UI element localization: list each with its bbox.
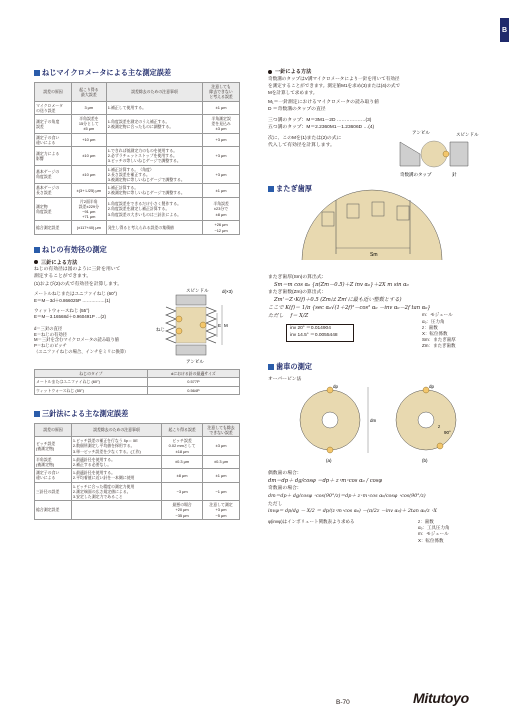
table-cell: 0.564P <box>147 386 239 394</box>
table-row <box>35 197 240 221</box>
three-wire-body: ねじの有効径は図のように三針を用いて 測定することができます。 (1)および(2)の式で有効径を計算します。 <box>34 266 123 287</box>
table-cell: ±8 μm <box>162 469 203 482</box>
table-cell: 1.補正して使用する。 <box>106 101 202 114</box>
table-cell: 半角誤差 ±23分で ±8 μm <box>203 197 240 221</box>
pin-b-bottom <box>437 443 443 449</box>
table-cell: 最悪の場合 +20 μm −35 μm <box>162 501 203 520</box>
e-label: E <box>218 323 222 329</box>
table-cell: ピッチ誤差 (被測定物) <box>35 437 72 456</box>
table-cell: +10 μm <box>71 133 106 146</box>
span-legend: m：モジュール α₀：圧力角 z：歯数 X：転位係数 Sm：またぎ歯厚 Zm：またぎ歯数 <box>422 312 456 349</box>
dm-label: dm <box>370 417 377 423</box>
table-cell: 1.ピッチ誤差の補正を行なう δp＝ δE 2.数個所測定し平均値を採用する。 3.単一ピッチ誤差を少なくする。(工作) <box>71 437 161 456</box>
table-cell: 1.最適針径を使用する。 2.補正する必要なし。 <box>71 455 161 468</box>
table-cell: ピッチ誤差 0.02 mmとして ±18 μm <box>162 437 203 456</box>
table-cell: ±10 μm <box>71 165 106 184</box>
bullet-square-icon <box>34 411 40 417</box>
equation-4: 五つ溝のタップ：M＝2.2360M1－1.23606D …(4) <box>268 125 375 131</box>
table-cell: 総合測定誤差 <box>35 221 72 234</box>
inv-values-box <box>286 324 354 341</box>
inv-phi-equation: invφ＝ dp/dg － X/2 ＝ dp/(z･m･cos α₀) －(π/2z －inv α₀)＋ 2tan α₀/z ･X <box>268 509 437 515</box>
three-wire-block <box>34 288 240 365</box>
table-row <box>35 386 240 394</box>
table-cell: 注意して測定 +3 μm −5 μm <box>203 501 240 520</box>
table-cell: 半角誤差を 15分として ±5 μm <box>71 115 106 134</box>
bullet-square-icon <box>268 186 274 192</box>
table-cell: +3 μm <box>203 165 240 184</box>
table-cell: ±3 μm <box>203 437 240 456</box>
table-header-cell: dにおける針の最適サイズ <box>147 370 239 378</box>
left-column <box>34 68 240 520</box>
table-header-cell: 注意しても除去 できない誤差 <box>203 423 240 436</box>
table-row <box>35 133 240 146</box>
wire-3 <box>200 322 206 328</box>
table-cell: 片2面半角 誤差±229分 −91 μm +71 μm <box>71 197 106 221</box>
table-row <box>35 501 240 520</box>
table-header-cell: 注意しても 除去できない と考える誤差 <box>203 83 240 102</box>
even-teeth-label: 偶数歯の場合： <box>268 470 302 476</box>
anvil-label: アンビル <box>412 129 430 135</box>
one-wire-method-subtitle: 一針による方法 <box>268 68 476 75</box>
v-anvil-shape <box>400 142 420 166</box>
table-row <box>35 455 240 468</box>
one-wire-diagram <box>390 122 479 182</box>
kf-equation: ここで K(f)＝ 1/π {sec α₀√(1＋2f)²－cos² α₀ －inv α₀－2f tan α₀} <box>268 305 431 312</box>
span-calc-label: またぎ歯厚(Sm)の算出式： <box>268 274 327 280</box>
table-cell: ±1 μm <box>203 469 240 482</box>
table-cell: 三針径の誤差 <box>35 482 72 501</box>
table-header-cell: 誤差除去のための注意事項 <box>71 423 161 436</box>
m-label: M <box>224 323 228 329</box>
table-cell: 発生し得ると考えられる誤差の集積値 <box>106 221 202 234</box>
table-cell: ±(3+ L/25) μm <box>71 184 106 197</box>
one-wire-block <box>268 129 479 177</box>
three-wire-diagram <box>156 285 240 365</box>
three-wire-error-table <box>34 423 240 520</box>
table-cell: 測定力による 影響 <box>35 147 72 166</box>
wire-1 <box>176 316 182 322</box>
spindle-shape <box>450 142 468 166</box>
table-cell: 1.最適針径を使用する。 2.平均着值に近い針を一本側に使用 <box>71 469 161 482</box>
table-row <box>35 115 240 134</box>
dp-label-b: dp <box>429 383 435 389</box>
table-cell: −3 μm <box>162 482 203 501</box>
spindle-label: スピンドル <box>456 131 479 137</box>
table-cell: メートルまたはユニファイねじ (60°) <box>35 378 148 386</box>
table-cell: ±0.3 μm <box>162 455 203 468</box>
gear-a-bore <box>322 412 338 428</box>
table-cell: 1.できれば低測定力のものを使用する。 2.必ずラチェットストップを使用する。 3.ピッチの等しいねじゲージで調整する。 <box>106 147 202 166</box>
figure-a-label: (a) <box>326 457 332 463</box>
table-row <box>35 101 240 114</box>
table-header-row <box>35 83 240 102</box>
table-cell: ウィットウォースねじ (55°) <box>35 386 148 394</box>
table-cell: マイクロメータ の送り誤差 <box>35 101 72 114</box>
bullet-square-icon <box>268 364 274 370</box>
screw-label: ねじ <box>156 327 165 333</box>
sm-label: Sm <box>370 251 378 258</box>
span-measurement-title: またぎ歯厚 <box>268 184 476 194</box>
equation-3: 三つ溝のタップ：M＝3M1－2D ………………(3) <box>268 117 372 123</box>
table-header-cell: 起こり得る誤差 <box>162 423 203 436</box>
table-cell: 測定子の食い 違いによる <box>35 469 72 482</box>
table-cell: 測定物 角度誤差 <box>35 197 72 221</box>
mitutoyo-logo: Mitutoyo <box>413 690 469 706</box>
figure-b-label: (b) <box>422 457 428 463</box>
table-header-cell: 誤差除去のための注意事項 <box>106 83 202 102</box>
table-cell: +26 μm −12 μm <box>203 221 240 234</box>
table-cell: 基本ゲージの 角度誤差 <box>35 165 72 184</box>
odd-teeth-equation: dm＝dp＋ dg/cosφ ･cos(90°/z)＝dp＋ z･m･cos α₀/cosφ ･cos(90°/z) <box>268 493 426 499</box>
bullet-dot-icon <box>268 70 272 74</box>
bullet-dot-icon <box>34 260 38 264</box>
thread-micrometer-error-title: ねじマイクロメータによる主な測定誤差 <box>34 68 240 78</box>
span-equation: Sm＝m cos α₀ {π(Zm－0.5)＋Z inv α₀}＋2X m sin α₀ <box>274 282 409 289</box>
definition-m1: M₁＝一針測定におけるマイクロメータの読み取り値 <box>268 100 379 105</box>
three-wire-legend: d＝三針の直径 E＝ねじの有効径 M＝三針を含むマイクロメータの読み取り値 P＝ねじのピッチ （ユニファイねじの場合、インチをミリに換算） <box>34 325 129 354</box>
wire-size-table <box>34 369 240 395</box>
span-measurement-diagram <box>292 198 452 270</box>
three-wire-error-title: 三針法による主な測定誤差 <box>34 409 240 419</box>
table-cell: 半角誤差 (被測定物) <box>35 455 72 468</box>
span-teeth-equation: Zm'＝Z･K(f)＋0.5 (Zmは Zm'に最も近い整数とする) <box>274 297 402 304</box>
metric-label: メートルねじまたはユニファイねじ (60°) <box>34 291 117 297</box>
bullet-square-icon <box>34 247 40 253</box>
definition-d: D ＝奇数溝のタップの直径 <box>268 107 326 113</box>
right-column <box>268 68 479 549</box>
table-cell: 測定子の角度 誤差 <box>35 115 72 134</box>
table-cell: +3 μm <box>203 147 240 166</box>
table-cell: 1.角度誤差を測定のうえ補正する。 2.被測定物に合ったものに調整する。 <box>106 115 202 134</box>
wire-count-label: d(×3) <box>222 289 233 295</box>
inv-14-5: inv 14.5° ＝0.0055448 <box>290 333 338 339</box>
table-row <box>35 482 240 501</box>
screw-thread-shape <box>166 307 216 343</box>
table-cell: 半角測定誤 差を見込み ±3 μm <box>203 115 240 134</box>
odd-teeth-label: 奇数歯の場合： <box>268 486 302 492</box>
table-row <box>35 184 240 197</box>
table-cell: 1.補正計算する。 2.被測定物に等しいねじゲージで調整する。 <box>106 184 202 197</box>
table-cell: 1.ピッチに合った精度の測定力使用 2.測定端面の広さ規定値による。 3.安定した測定力であること <box>71 482 161 501</box>
section-tab: B <box>500 18 509 42</box>
table-header-cell: ねじのタイプ <box>35 370 148 378</box>
table-cell: −1 μm <box>203 482 240 501</box>
table-cell: +3 μm <box>203 133 240 146</box>
pitch-diameter-title: ねじの有効径の測定 <box>34 245 240 255</box>
table-row <box>35 469 240 482</box>
over-pin-subtitle: オーバーピン法 <box>268 377 302 383</box>
condition-label: ただし <box>268 501 283 507</box>
table-row <box>35 437 240 456</box>
whitworth-label: ウィットウォースねじ (55°) <box>34 307 90 313</box>
one-wire-body: 奇数溝のタップはV溝マイクロメータにより一針を用いて有効径 を測定することができます。測定値M1を求め(3)または(4)の式で Mを計算して求めます。 <box>268 76 401 95</box>
table-header-row <box>35 423 240 436</box>
table-cell <box>71 501 161 520</box>
inv-20: inv 20° ＝0.014904 <box>290 326 331 332</box>
f-equation: ただし f＝ X/Z <box>268 313 309 320</box>
pin-a-bottom <box>327 447 333 453</box>
angle-label: 90° <box>444 429 451 435</box>
table-cell: 総合測定誤差 <box>35 501 72 520</box>
spindle-label: スピンドル <box>186 288 209 294</box>
bullet-square-icon <box>34 70 40 76</box>
table-cell: (±117+40) μm <box>71 221 106 234</box>
pin-label: 針 <box>452 171 457 177</box>
one-wire-note: 次に、このMを(1)または(2)の式に 代入して有効径を計算します。 <box>268 135 342 149</box>
table-cell: 測定子の食い 違いによる <box>35 133 72 146</box>
over-pin-diagram <box>268 384 476 466</box>
span-legend-block <box>268 312 476 360</box>
tap-label: 奇数溝のタップ <box>400 171 432 177</box>
anvil-label: アンビル <box>186 359 204 365</box>
page-number: B-70 <box>336 699 350 706</box>
table-cell: ±0.3 μm <box>203 455 240 468</box>
table-cell: ±10 μm <box>71 147 106 166</box>
table-cell: 1.角度誤差をできるだけ小さく製作する。 2.角度誤差を測定し補正計算する。 3.角度誤差の大きいものは三針法による。 <box>106 197 202 221</box>
table-cell: 基本ゲージの 長さ誤差 <box>35 184 72 197</box>
table-cell: ±1 μm <box>203 101 240 114</box>
table-row <box>35 378 240 386</box>
table-cell <box>106 133 202 146</box>
metric-equation: E＝M－3d＋0.866025P ……………(1) <box>34 297 111 303</box>
gear-footnote-block <box>268 519 476 549</box>
z-label: z <box>438 423 441 429</box>
three-wire-method-subtitle: 三針による方法 <box>34 259 240 266</box>
spindle-shape <box>176 295 206 305</box>
table-header-cell: 誤差の原因 <box>35 83 72 102</box>
wire-2 <box>176 328 182 334</box>
wire-shape <box>443 151 449 157</box>
dp-label-a: dp <box>333 383 339 389</box>
inv-footnote: φ(invφ)はインボリュート関数表より求める <box>268 519 355 525</box>
table-cell: 1.補正計算する。（角度） 2.長さ誤差を補正する。 3.被測定物に等しいねじゲージで調整する。 <box>106 165 202 184</box>
anvil-shape <box>176 345 206 355</box>
span-teeth-calc-label: またぎ歯数(Zm)の算出式： <box>268 290 327 296</box>
even-teeth-equation: dm＝dp＋ dg/cosφ ＝dp＋ z･m･cos α₀ / cosφ <box>268 478 383 485</box>
table-cell: 3 μm <box>71 101 106 114</box>
table-header-cell: 起こり得る 最大誤差 <box>71 83 106 102</box>
table-row <box>35 221 240 234</box>
gear-measurement-title: 歯車の測定 <box>268 362 476 372</box>
table-header-cell: 誤差の原因 <box>35 423 72 436</box>
table-cell: ±1 μm <box>203 184 240 197</box>
table-header-row <box>35 370 240 378</box>
gear-b-bore <box>418 412 434 428</box>
whitworth-equation: E＝M－3.16568d＋0.960491P …(2) <box>34 314 106 320</box>
thread-micrometer-error-table <box>34 82 240 235</box>
table-cell: 0.577P <box>147 378 239 386</box>
gear-legend: z：歯数 α₀：工具圧力角 m：モジュール X：転位係数 <box>418 519 450 543</box>
table-row <box>35 147 240 166</box>
table-row <box>35 165 240 184</box>
